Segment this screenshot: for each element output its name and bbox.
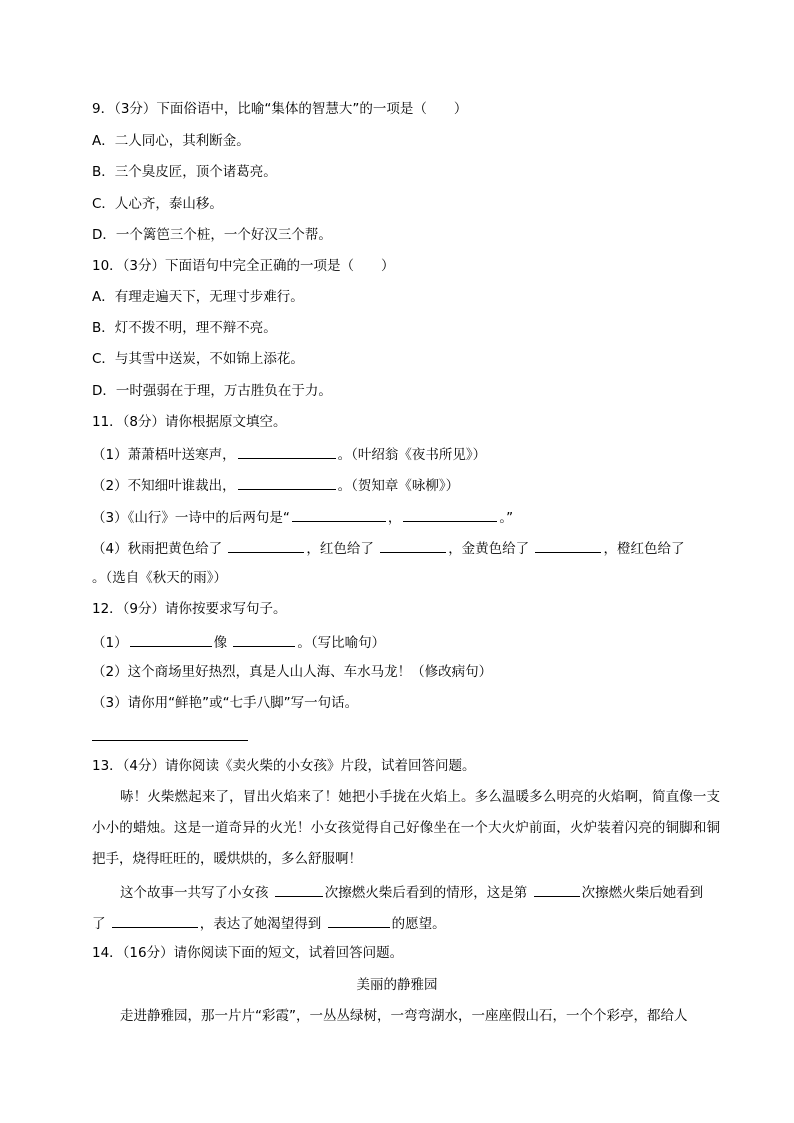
q11-sub-2-source: 。（贺知章《咏柳》） xyxy=(337,478,460,494)
q10-stem: 10．（3分）下面语句中完全正确的一项是（ ） xyxy=(92,258,395,274)
q13-blank-2[interactable] xyxy=(534,882,580,897)
q11-sub-3-text: （3）《山行》一诗中的后两句是“ xyxy=(92,510,290,526)
q12-sub-1-hint: 。（写比喻句） xyxy=(297,635,386,651)
q11-stem: 11．（8分）请你根据原文填空。 xyxy=(92,414,287,430)
q13-question-line-1 xyxy=(120,882,703,902)
q11-sub-1-source: 。（叶绍翁《夜书所见》） xyxy=(337,447,487,463)
q10-option-b: B．灯不拨不明，理不辩不亮。 xyxy=(92,320,277,336)
q11-blank-3b[interactable] xyxy=(403,507,497,522)
q13-passage-text: 哧！火柴燃起来了，冒出火焰来了！她把小手拢在火焰上。多么温暖多么明亮的火焰啊，简直像一支小小的蜡烛。这是一道奇异的火光！小女孩觉得自己好像坐在一个大火炉前面，火炉装着闪亮的铜脚和铜把手，烧得旺旺的，暖烘烘的，多么舒服啊！ xyxy=(92,789,720,867)
q11-sub-3 xyxy=(92,507,513,527)
q10-option-a: A．有理走遍天下，无理寸步难行。 xyxy=(92,289,304,305)
q13-blank-3[interactable] xyxy=(112,913,198,928)
q11-sub-4-text-a: （4）秋雨把黄色给了 xyxy=(92,541,223,557)
q9-option-d: D．一个篱笆三个桩，一个好汉三个帮。 xyxy=(92,227,332,243)
q14-passage: 走进静雅园，那一片片“彩霞”，一丛丛绿树，一弯弯湖水，一座座假山石，一个个彩亭，都给人 xyxy=(120,1008,688,1024)
q12-blank-1a[interactable] xyxy=(130,632,212,647)
q11-blank-4a[interactable] xyxy=(228,538,304,553)
q11-sub-4-text-b: ，红色给了 xyxy=(306,541,374,557)
q13-question-e: ，表达了她渴望得到 xyxy=(199,916,322,932)
q13-stem: 13．（4分）请你阅读《卖火柴的小女孩》片段，试着回答问题。 xyxy=(92,758,476,774)
q11-blank-4c[interactable] xyxy=(535,538,601,553)
q10-option-d: D．一时强弱在于理，万古胜负在于力。 xyxy=(92,383,332,399)
q14-passage-title: 美丽的静雅园 xyxy=(356,977,438,993)
q12-stem: 12．（9分）请你按要求写句子。 xyxy=(92,601,287,617)
q11-sub-3-comma: ， xyxy=(387,510,402,526)
q14-stem: 14．（16分）请你阅读下面的短文，试着回答问题。 xyxy=(92,945,404,961)
q9-option-b: B．三个臭皮匠，顶个诸葛亮。 xyxy=(92,164,277,180)
q9-option-c: C．人心齐，泰山移。 xyxy=(92,196,223,212)
q11-blank-1[interactable] xyxy=(238,444,336,459)
q11-sub-4 xyxy=(92,538,684,558)
q13-passage xyxy=(92,782,720,875)
q11-sub-2 xyxy=(92,475,459,495)
q12-sub-3: （3）请你用“鲜艳”或“七手八脚”写一句话。 xyxy=(92,695,359,711)
q11-blank-2[interactable] xyxy=(238,475,336,490)
q9-stem: 9．（3分）下面俗语中，比喻“集体的智慧大”的一项是（ ） xyxy=(92,101,468,117)
q12-sub-2: （2）这个商场里好热烈，真是人山人海、车水马龙！（修改病句） xyxy=(92,664,493,680)
q11-sub-4-text-c: ，金黄色给了 xyxy=(448,541,530,557)
q13-blank-1[interactable] xyxy=(275,882,323,897)
q11-blank-4b[interactable] xyxy=(380,538,446,553)
q13-question-c: 次擦燃火柴后她看到 xyxy=(581,885,704,901)
q12-sub-1 xyxy=(92,632,385,652)
q11-sub-4-text-d: ，橙红色给了 xyxy=(603,541,685,557)
q13-question-b: 次擦燃火柴后看到的情形，这是第 xyxy=(324,885,528,901)
q12-sub-1-num: （1） xyxy=(92,635,128,651)
q11-sub-4-cont: 。（选自《秋天的雨》） xyxy=(92,570,227,586)
q13-blank-4[interactable] xyxy=(328,913,390,928)
q9-option-a: A．二人同心，其利断金。 xyxy=(92,133,250,149)
q13-question-line-2 xyxy=(92,913,446,933)
q12-blank-1b[interactable] xyxy=(233,632,295,647)
q11-sub-2-text: （2）不知细叶谁裁出， xyxy=(92,478,236,494)
q12-sub-1-like: 像 xyxy=(213,635,228,651)
q13-question-d: 了 xyxy=(92,916,106,932)
q11-blank-3a[interactable] xyxy=(292,507,386,522)
q11-sub-1-text: （1）萧萧梧叶送寒声， xyxy=(92,447,236,463)
q12-answer-line[interactable] xyxy=(92,740,248,741)
q11-sub-3-end: 。” xyxy=(499,510,514,526)
q13-question-f: 的愿望。 xyxy=(391,916,446,932)
q13-question-a: 这个故事一共写了小女孩 xyxy=(120,885,269,901)
q10-option-c: C．与其雪中送炭，不如锦上添花。 xyxy=(92,351,304,367)
q11-sub-1 xyxy=(92,444,486,464)
